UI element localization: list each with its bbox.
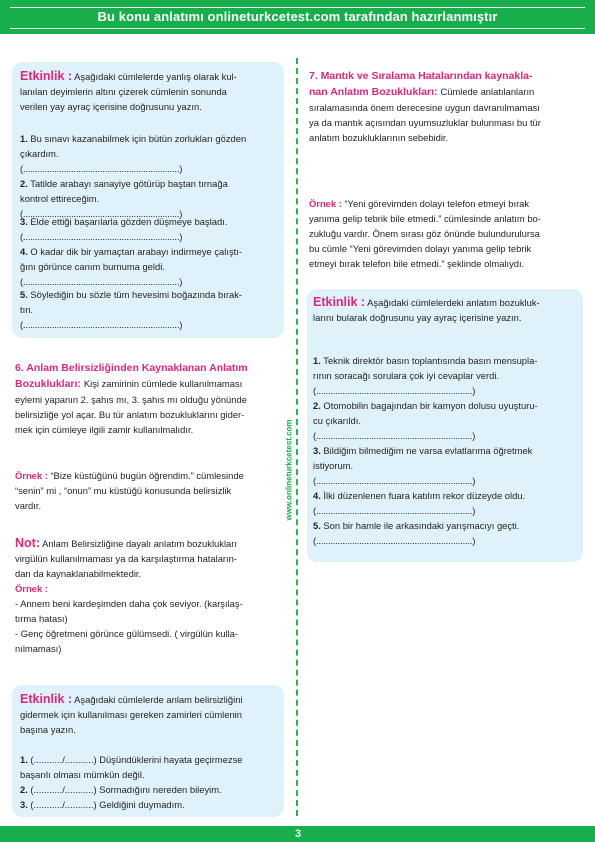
answer-blank[interactable]: (.................................................................) (313, 475, 476, 486)
banner-text: Bu konu anlatımı onlineturkcetest.com tarafından hazırlanmıştır (97, 9, 498, 24)
activity-2: Etkinlik : Aşağıdaki cümlelerde anlam belirsizliğini gidermek için kullanılması gereken zamirleri cümlenin başına yazın. (20, 692, 243, 735)
section-7-heading: 7. Mantık ve Sıralama Hatalarından kaynakla- (309, 70, 533, 82)
activity-2-items: 1. (.........../...........) Düşündüklerini hayata geçirmezse başarılı olması mümkün değil. 2. (.........../...........) Sormadığını nereden bileyim. 3. (.........../...........) Geldiğini duymadım. (20, 754, 243, 810)
example-label: Örnek : (15, 470, 51, 481)
section-6-heading: 6. Anlam Belirsizliğinden Kaynaklanan Anlatım (15, 362, 248, 374)
note-label: Not: (15, 536, 40, 550)
item-number: 1. (313, 355, 321, 366)
pronoun-blank[interactable]: (.........../...........) Geldiğini duymadım. (27, 799, 185, 810)
activity-1-intro-line: verilen yay ayraç içerisine doğrusunu yazın. (20, 101, 202, 112)
item-number: 4. (313, 490, 321, 501)
column-divider (296, 58, 298, 816)
activity-1-item: 1. Bu sınavı kazanabilmek için bütün zorlukları gözden çıkardım. (.................................................................) (20, 131, 282, 176)
answer-blank[interactable]: (.................................................................) (20, 208, 183, 219)
banner-frame (10, 7, 585, 29)
pronoun-blank[interactable]: (.........../...........) Sormadığını nereden bileyim. (27, 784, 222, 795)
activity-3-items: 1. Teknik direktör basın toplantısında basın mensupla- rının soracağı sorulara çok iyi cevaplar verdi. (.................................................................) 2. Otomobilin bagajından bir kamyon dolusu uyuşturu- cu çıkarıldı. (.................................................................) 3. Bildiğim bilmediğim ne varsa evlatlarıma öğretmek istiyorum. (.................................................................) 4. İlki düzenlenen fuara katılım rekor düzeyde oldu. (.................................................................) 5. Son bir hamle ile arkasındaki yarışmacıyı geçti. (.................................................................) (313, 353, 579, 548)
answer-blank[interactable]: (.................................................................) (20, 231, 183, 242)
activity-1 (20, 69, 282, 114)
item-number: 3. (20, 799, 28, 810)
activity-1-label: Etkinlik : (20, 69, 73, 83)
answer-blank[interactable]: (.................................................................) (20, 319, 183, 330)
activity-3: Etkinlik : Aşağıdaki cümlelerdeki anlatım bozukluk- larını bularak doğrusunu yay ayraç içerisine yazın. (313, 295, 540, 323)
pronoun-blank[interactable]: (.........../...........) Düşündüklerini hayata geçirmezse (27, 754, 243, 765)
activity-3-label: Etkinlik : (313, 295, 366, 309)
section-6-note: Not: Anlam Belirsizliğine dayalı anlatım bozuklukları virgülün kullanılmaması ya da karşılaştırma hataların- dan da kaynaklanabilmektedir. Örnek : - Annem beni kardeşimden daha çok seviyor. (karşılaş- tırma hatası) - Genç öğretmeni görünce gülümsedi. ( virgülün kulla- nılmaması) (15, 536, 287, 656)
side-url-text: www.onlineturkcetest.com (284, 419, 294, 521)
top-banner (0, 0, 595, 34)
item-number: 5. (20, 289, 28, 300)
item-number: 4. (20, 246, 28, 257)
answer-blank[interactable]: (.................................................................) (313, 535, 476, 546)
item-number: 2. (20, 784, 28, 795)
activity-2-label: Etkinlik : (20, 692, 73, 706)
section-7-example: Örnek : “Yeni görevimden dolayı telefon etmeyi bırak yanıma gelip tebrik bile etmedi.” cümlesinde anlatım bo- zukluğu vardır. Önem sırası göz önünde bulundurulursa bu cümle “Yeni görevimden dolayı yanıma gelip tebrik etmeyi bırak telefon bile etmedi.” şeklinde olmalıydı. (309, 198, 541, 269)
item-number: 3. (313, 445, 321, 456)
bottom-bar (0, 826, 595, 842)
section-6-example: Örnek : “Bize küstüğünü bugün öğrendim.” cümlesinde “senin” mi , “onun” mu küstüğü konusunda belirsizlik vardır. (15, 470, 244, 511)
item-number: 1. (20, 133, 28, 144)
section-6-heading: Bozuklukları: (15, 378, 84, 390)
activity-1-intro-line: Etkinlik : Aşağıdaki cümlelerde yanlış olarak kul- (20, 69, 237, 83)
answer-blank[interactable]: (.................................................................) (20, 163, 183, 174)
section-6: 6. Anlam Belirsizliğinden Kaynaklanan Anlatım Bozuklukları: Kişi zamirinin cümlede kullanılmaması eylemi yapanın 2. şahıs mı, 3. şahıs mı olduğu yönünde belirsizliğe yol açar. Bu tür anlatım bozukluklarını gider- mek için cümleye ilgili zamir kullanılmalıdır. (15, 361, 287, 437)
activity-1-item: 2. Tatilde arabayı sanayiye götürüp baştan tırnağa kontrol ettireceğim. (.................................................................) (20, 176, 282, 221)
example-label: Örnek : (309, 198, 345, 209)
answer-blank[interactable]: (.................................................................) (313, 505, 476, 516)
item-number: 2. (313, 400, 321, 411)
activity-1-item: 4. O kadar dik bir yamaçtan arabayı indirmeye çalıştı- ğını görünce canım burnuma geldi. (.................................................................) (20, 244, 282, 289)
page-number: 3 (294, 828, 302, 840)
example-label: Örnek : (15, 583, 48, 594)
activity-1-item: 3. Elde ettiği başarılarla gözden düşmeye başladı. (.................................................................) (20, 214, 282, 244)
section-7: 7. Mantık ve Sıralama Hatalarından kaynakla- nan Anlatım Bozuklukları: Cümlede anlatılanların sıralamasında önem derecesine uygun davranılmaması ya da mantık açısından uyumsuzluklar bulunması bu tür anlatım bozukluklarının sebebidir. (309, 69, 587, 145)
section-7-heading: nan Anlatım Bozuklukları: (309, 86, 441, 98)
answer-blank[interactable]: (.................................................................) (20, 276, 183, 287)
activity-1-intro-line: lanılan deyimlerin altını çizerek cümlenin sonunda (20, 86, 227, 97)
item-number: 3. (20, 216, 28, 227)
item-number: 2. (20, 178, 28, 189)
item-number: 5. (313, 520, 321, 531)
item-number: 1. (20, 754, 28, 765)
answer-blank[interactable]: (.................................................................) (313, 385, 476, 396)
activity-1-item: 5. Söylediğin bu sözle tüm hevesimi boğazında bırak- tın. (.................................................................) (20, 287, 282, 332)
answer-blank[interactable]: (.................................................................) (313, 430, 476, 441)
